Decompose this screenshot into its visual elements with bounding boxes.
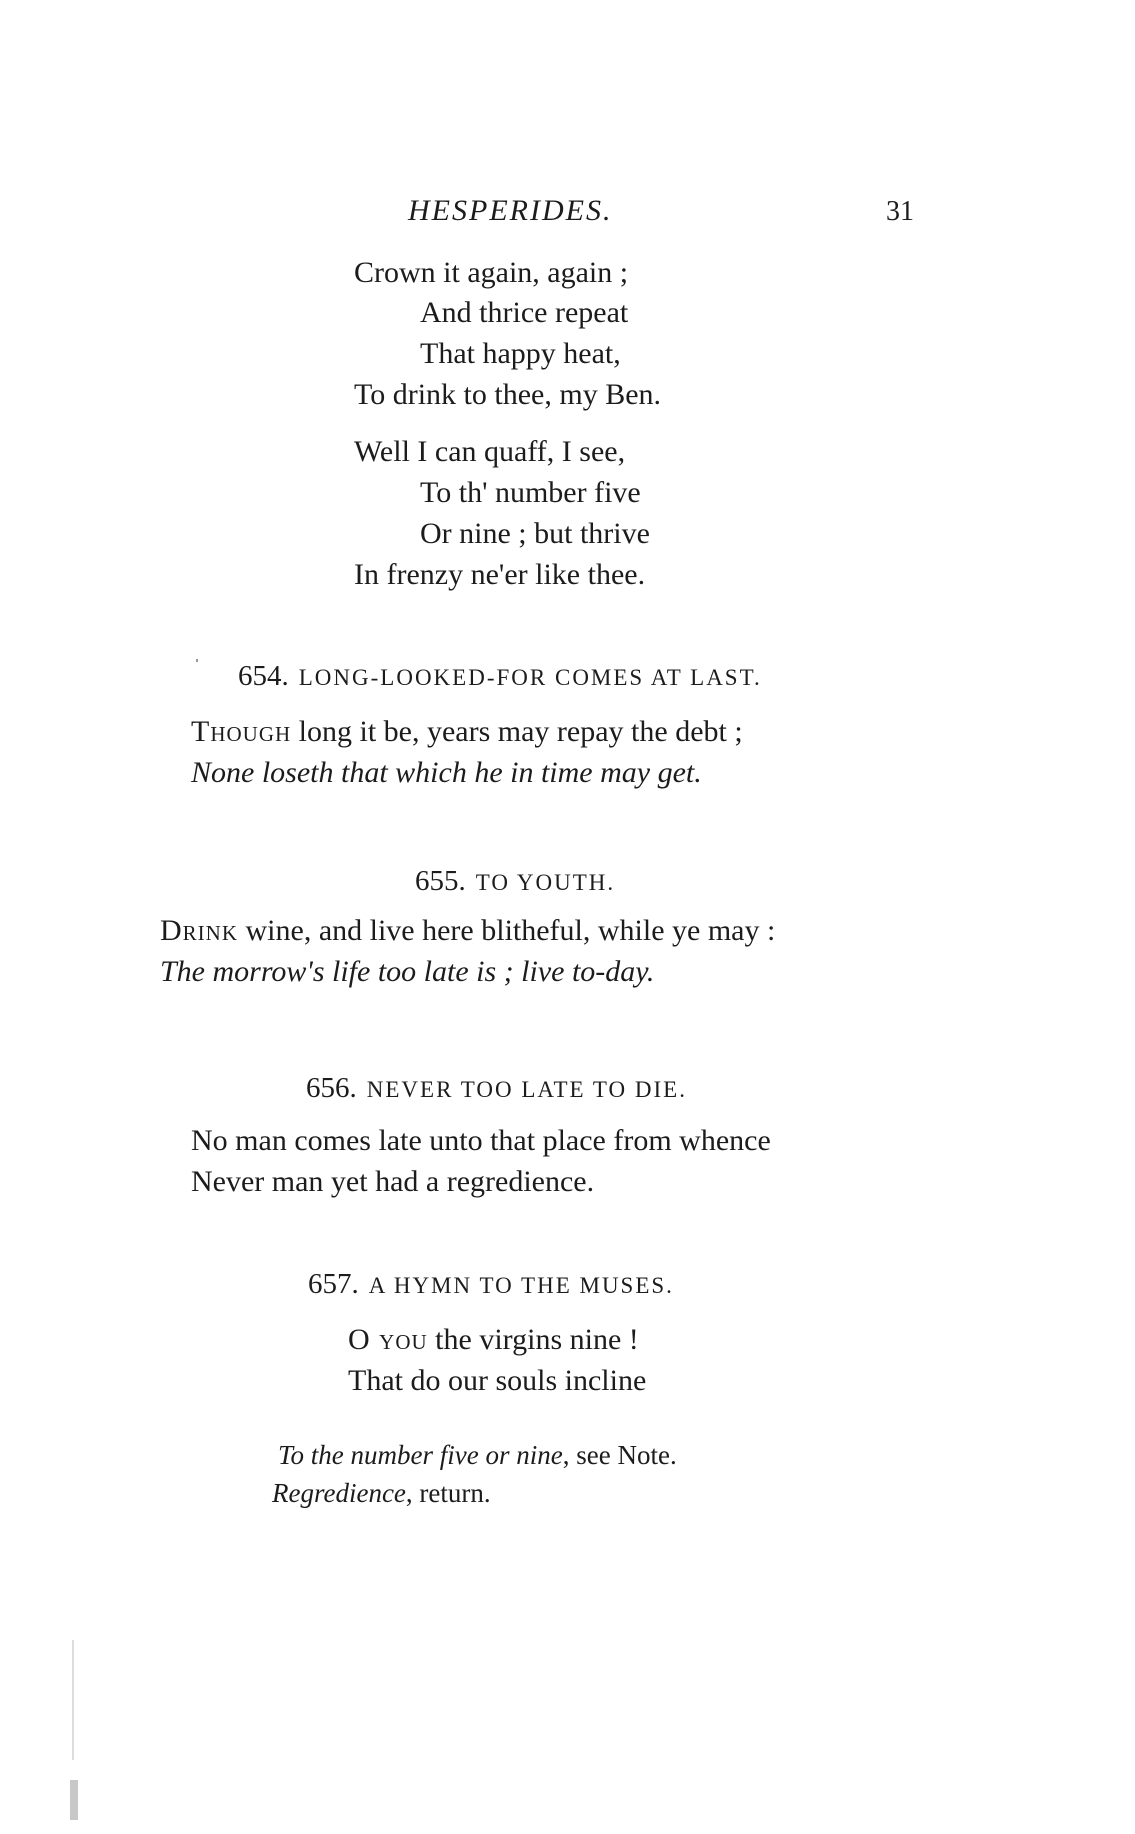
poem-number: 655.	[415, 865, 466, 897]
footnote-term: Regredience	[272, 1478, 406, 1508]
running-title: HESPERIDES.	[408, 194, 613, 227]
verse-line: Crown it again, again ;	[354, 256, 629, 289]
verse-line: Though long it be, years may repay the debt ;	[191, 715, 743, 748]
verse-line: To th' number five	[420, 476, 641, 509]
verse-line: That do our souls incline	[348, 1364, 647, 1397]
footnote: Regredience, return.	[272, 1478, 491, 1508]
poem-heading	[306, 1074, 687, 1103]
verse-lead-word: O you	[348, 1323, 428, 1356]
poem-heading	[238, 662, 762, 691]
verse-line: Drink wine, and live here blitheful, while ye may :	[160, 914, 776, 947]
poem-title: A HYMN TO THE MUSES.	[368, 1273, 674, 1298]
verse-lead-word: Drink	[160, 914, 238, 947]
verse-line: In frenzy ne'er like thee.	[354, 558, 646, 591]
poem-title: LONG-LOOKED-FOR COMES AT LAST.	[298, 665, 762, 690]
verse-line: The morrow's life too late is ; live to-day.	[160, 955, 655, 988]
scan-noise	[196, 659, 198, 662]
poem-number: 656.	[306, 1072, 357, 1104]
verse-line: Well I can quaff, I see,	[354, 435, 626, 468]
poem-title: TO YOUTH.	[475, 870, 616, 895]
verse-line: Never man yet had a regredience.	[191, 1165, 595, 1198]
verse-line: And thrice repeat	[420, 296, 629, 329]
scan-noise	[70, 1780, 78, 1820]
verse-line: O you the virgins nine !	[348, 1323, 639, 1356]
poem-number: 654.	[238, 660, 289, 692]
verse-lead-word: Though	[191, 715, 292, 748]
poem-heading	[415, 867, 615, 896]
poem-title: NEVER TOO LATE TO DIE.	[366, 1077, 687, 1102]
footnote: To the number five or nine, see Note.	[278, 1440, 677, 1470]
page-number: 31	[886, 196, 914, 227]
poem-number: 657.	[308, 1268, 359, 1300]
verse-line: Or nine ; but thrive	[420, 517, 650, 550]
poem-heading	[308, 1270, 674, 1299]
scan-noise	[72, 1640, 74, 1760]
verse-line: No man comes late unto that place from whence	[191, 1124, 771, 1157]
verse-line: To drink to thee, my Ben.	[354, 378, 662, 411]
verse-line: That happy heat,	[420, 337, 621, 370]
verse-line: None loseth that which he in time may get.	[191, 756, 702, 789]
footnote-term: To the number five or nine	[278, 1440, 563, 1470]
